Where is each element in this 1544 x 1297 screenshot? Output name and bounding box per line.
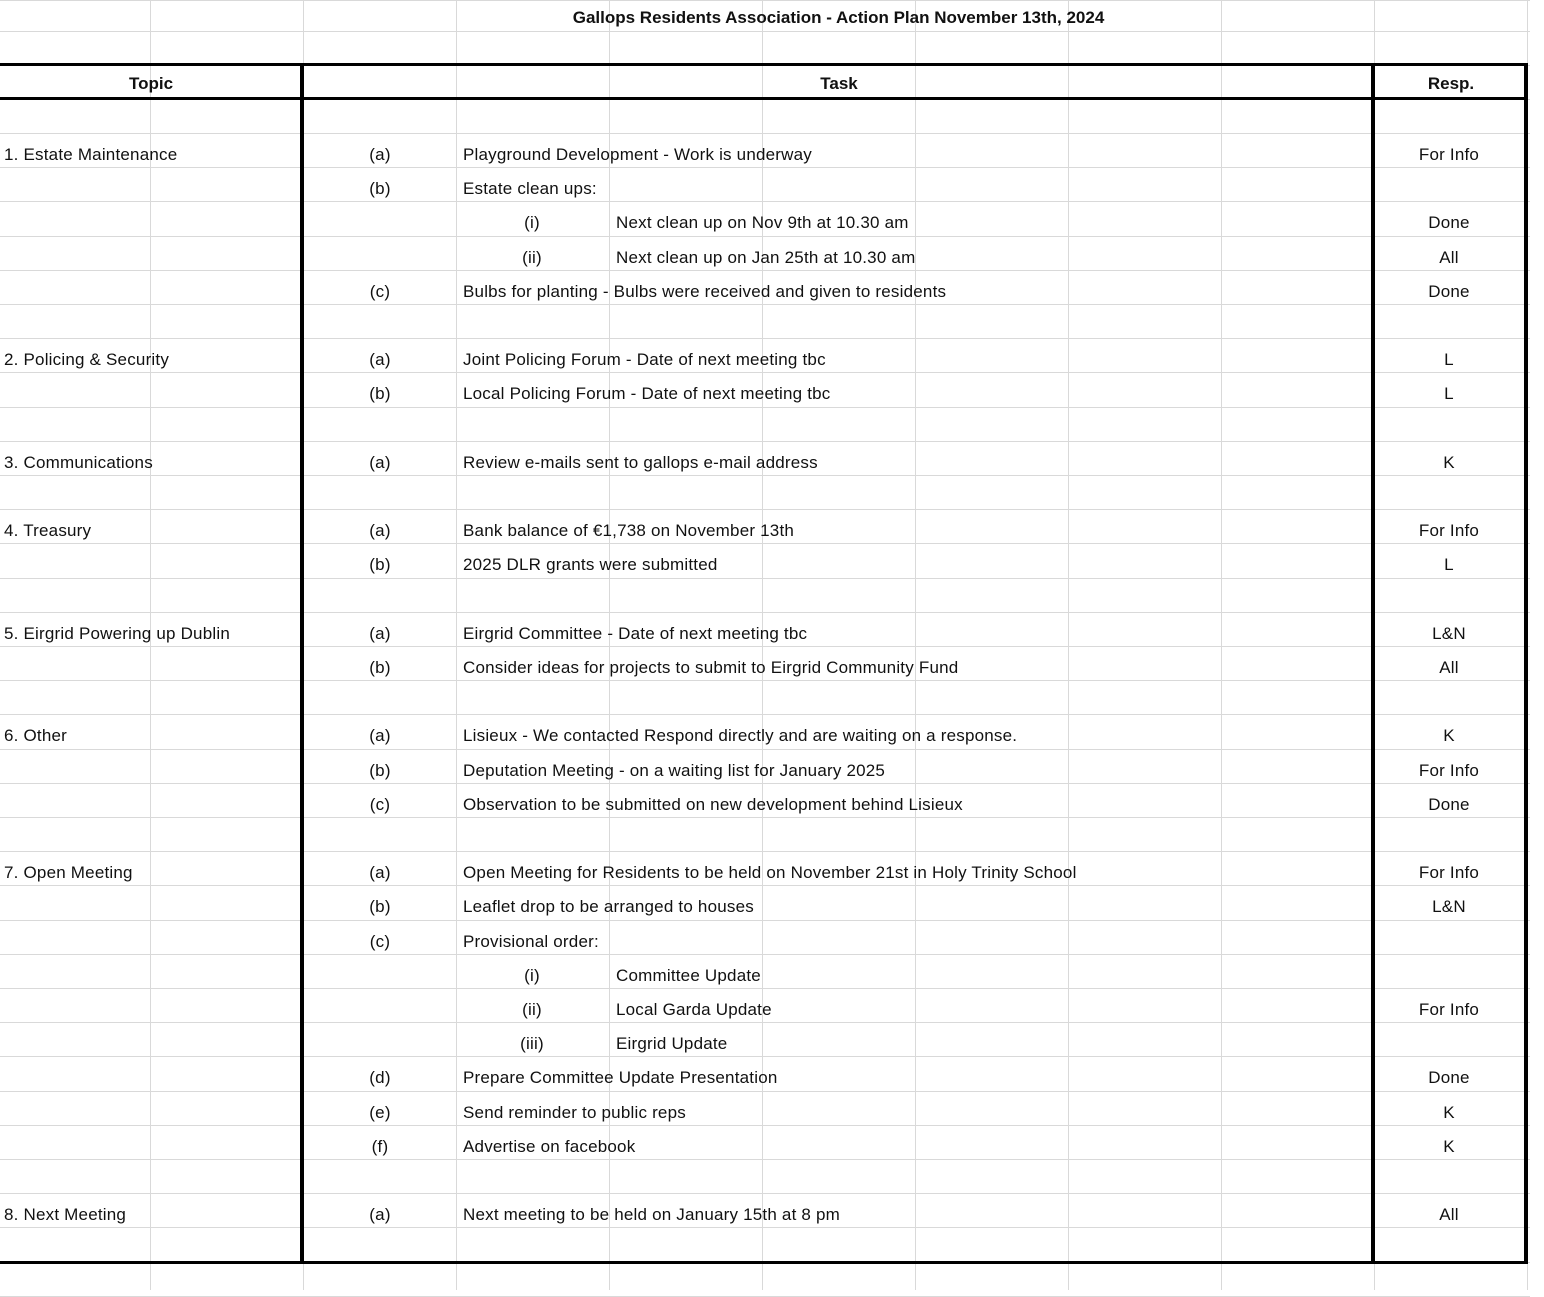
task-cell: Prepare Committee Update Presentation bbox=[463, 1068, 778, 1087]
item-letter-cell: (a) bbox=[369, 726, 391, 745]
item-letter-cell: (b) bbox=[369, 897, 391, 916]
responsible-cell: L&N bbox=[1432, 897, 1466, 916]
task-cell: Review e-mails sent to gallops e-mail address bbox=[463, 453, 818, 472]
task-cell: Next meeting to be held on January 15th at 8 pm bbox=[463, 1205, 841, 1224]
header-topic: Topic bbox=[128, 74, 174, 93]
subitem-number-cell: (i) bbox=[524, 966, 540, 985]
task-cell: Lisieux - We contacted Respond directly and are waiting on a response. bbox=[463, 726, 1018, 745]
topic-cell: 5. Eirgrid Powering up Dublin bbox=[4, 624, 230, 643]
responsible-cell: K bbox=[1443, 453, 1455, 472]
gridline-horizontal bbox=[0, 1125, 1530, 1126]
responsible-cell: L bbox=[1444, 555, 1454, 574]
table-border-vertical bbox=[1524, 64, 1528, 1264]
responsible-cell: L bbox=[1444, 350, 1454, 369]
task-cell: Observation to be submitted on new development behind Lisieux bbox=[463, 795, 963, 814]
responsible-cell: All bbox=[1439, 1205, 1459, 1224]
task-cell: Eirgrid Committee - Date of next meeting tbc bbox=[463, 624, 808, 643]
task-cell: Consider ideas for projects to submit to Eirgrid Community Fund bbox=[463, 658, 959, 677]
responsible-cell: For Info bbox=[1418, 863, 1480, 882]
topic-cell: 6. Other bbox=[4, 726, 68, 745]
subtask-cell: Committee Update bbox=[616, 966, 761, 985]
table-border-horizontal bbox=[0, 63, 1528, 66]
gridline-horizontal bbox=[0, 338, 1530, 339]
task-cell: Bulbs for planting - Bulbs were received and given to residents bbox=[463, 282, 947, 301]
gridline-horizontal bbox=[0, 509, 1530, 510]
responsible-cell: For Info bbox=[1418, 1000, 1480, 1019]
responsible-cell: All bbox=[1439, 658, 1459, 677]
task-cell: Local Policing Forum - Date of next meeting tbc bbox=[463, 384, 831, 403]
item-letter-cell: (e) bbox=[369, 1103, 391, 1122]
subtask-cell: Eirgrid Update bbox=[616, 1034, 728, 1053]
gridline-horizontal bbox=[0, 954, 1530, 955]
task-cell: Open Meeting for Residents to be held on November 21st in Holy Trinity School bbox=[463, 863, 1077, 882]
gridline-horizontal bbox=[0, 714, 1530, 715]
item-letter-cell: (a) bbox=[369, 624, 391, 643]
task-cell: Deputation Meeting - on a waiting list for January 2025 bbox=[463, 761, 886, 780]
gridline-horizontal bbox=[0, 441, 1530, 442]
gridline-horizontal bbox=[0, 0, 1530, 1]
subtask-cell: Local Garda Update bbox=[616, 1000, 772, 1019]
header-task: Task bbox=[820, 74, 858, 93]
gridline-horizontal bbox=[0, 1056, 1530, 1057]
gridline-horizontal bbox=[0, 578, 1530, 579]
topic-cell: 7. Open Meeting bbox=[4, 863, 133, 882]
responsible-cell: For Info bbox=[1418, 145, 1480, 164]
responsible-cell: All bbox=[1439, 248, 1459, 267]
task-cell: Leaflet drop to be arranged to houses bbox=[463, 897, 754, 916]
item-letter-cell: (a) bbox=[369, 521, 391, 540]
topic-cell: 3. Communications bbox=[4, 453, 153, 472]
subitem-number-cell: (ii) bbox=[522, 1000, 542, 1019]
responsible-cell: L bbox=[1444, 384, 1454, 403]
gridline-horizontal bbox=[0, 920, 1530, 921]
gridline-horizontal bbox=[0, 201, 1530, 202]
responsible-cell: K bbox=[1443, 1137, 1455, 1156]
responsible-cell: Done bbox=[1428, 1068, 1470, 1087]
gridline-horizontal bbox=[0, 988, 1530, 989]
task-cell: Bank balance of €1,738 on November 13th bbox=[463, 521, 795, 540]
item-letter-cell: (a) bbox=[369, 1205, 391, 1224]
responsible-cell: For Info bbox=[1418, 521, 1480, 540]
item-letter-cell: (a) bbox=[369, 350, 391, 369]
task-cell: 2025 DLR grants were submitted bbox=[463, 555, 718, 574]
gridline-horizontal bbox=[0, 1193, 1530, 1194]
item-letter-cell: (a) bbox=[369, 863, 391, 882]
gridline-horizontal bbox=[0, 612, 1530, 613]
responsible-cell: Done bbox=[1428, 282, 1470, 301]
subtask-cell: Next clean up on Jan 25th at 10.30 am bbox=[616, 248, 916, 267]
subitem-number-cell: (iii) bbox=[520, 1034, 544, 1053]
header-resp: Resp. bbox=[1427, 74, 1475, 93]
responsible-cell: Done bbox=[1428, 795, 1470, 814]
item-letter-cell: (b) bbox=[369, 658, 391, 677]
gridline-horizontal bbox=[0, 1159, 1530, 1160]
gridline-vertical bbox=[1221, 0, 1222, 1290]
task-cell: Playground Development - Work is underway bbox=[463, 145, 812, 164]
task-cell: Send reminder to public reps bbox=[463, 1103, 686, 1122]
subitem-number-cell: (i) bbox=[524, 213, 540, 232]
topic-cell: 1. Estate Maintenance bbox=[4, 145, 178, 164]
task-cell: Estate clean ups: bbox=[463, 179, 597, 198]
topic-cell: 2. Policing & Security bbox=[4, 350, 170, 369]
subitem-number-cell: (ii) bbox=[522, 248, 542, 267]
item-letter-cell: (a) bbox=[369, 453, 391, 472]
topic-cell: 8. Next Meeting bbox=[4, 1205, 127, 1224]
item-letter-cell: (f) bbox=[371, 1137, 389, 1156]
task-cell: Provisional order: bbox=[463, 932, 599, 951]
gridline-horizontal bbox=[0, 851, 1530, 852]
item-letter-cell: (c) bbox=[369, 795, 391, 814]
gridline-vertical bbox=[915, 0, 916, 1290]
task-cell: Advertise on facebook bbox=[463, 1137, 636, 1156]
item-letter-cell: (b) bbox=[369, 761, 391, 780]
responsible-cell: For Info bbox=[1418, 761, 1480, 780]
item-letter-cell: (c) bbox=[369, 282, 391, 301]
topic-cell: 4. Treasury bbox=[4, 521, 92, 540]
gridline-horizontal bbox=[0, 133, 1530, 134]
item-letter-cell: (b) bbox=[369, 384, 391, 403]
table-border-horizontal bbox=[0, 1261, 1528, 1264]
subtask-cell: Next clean up on Nov 9th at 10.30 am bbox=[616, 213, 909, 232]
task-cell: Joint Policing Forum - Date of next meeting tbc bbox=[463, 350, 826, 369]
responsible-cell: L&N bbox=[1432, 624, 1466, 643]
responsible-cell: K bbox=[1443, 1103, 1455, 1122]
item-letter-cell: (d) bbox=[369, 1068, 391, 1087]
page-title: Gallops Residents Association - Action Plan November 13th, 2024 bbox=[572, 8, 1105, 27]
item-letter-cell: (a) bbox=[369, 145, 391, 164]
responsible-cell: Done bbox=[1428, 213, 1470, 232]
gridline-vertical bbox=[1068, 0, 1069, 1290]
item-letter-cell: (c) bbox=[369, 932, 391, 951]
gridline-vertical bbox=[456, 0, 457, 1290]
responsible-cell: K bbox=[1443, 726, 1455, 745]
item-letter-cell: (b) bbox=[369, 555, 391, 574]
item-letter-cell: (b) bbox=[369, 179, 391, 198]
